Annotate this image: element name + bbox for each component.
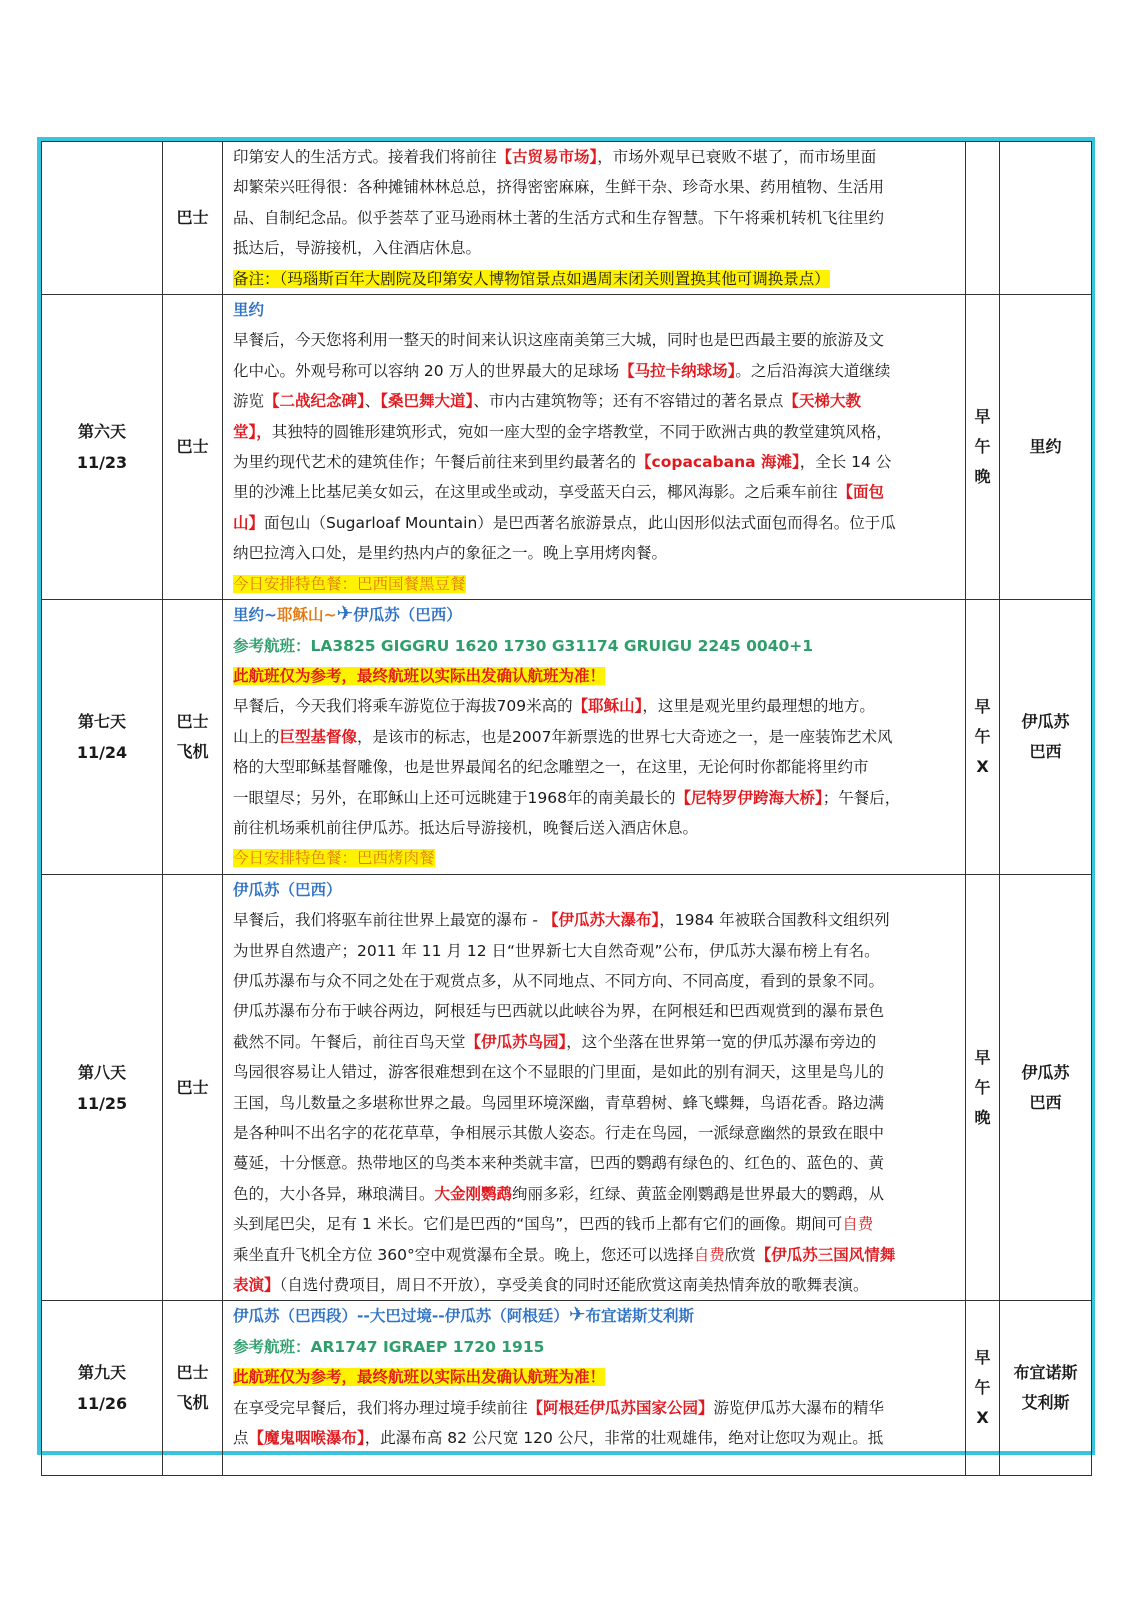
table-row bbox=[42, 142, 1092, 295]
meal-cell: 早 午 晚 bbox=[966, 295, 1000, 600]
desc-line: 为里约现代艺术的建筑佳作；午餐后前往来到里约最著名的【copacabana 海滩】，全长 14 公 bbox=[233, 453, 892, 472]
plane-icon: ✈ bbox=[336, 601, 354, 626]
desc-line: 一眼望尽；另外，在耶稣山上还可远眺建于1968年的南美最长的【尼特罗伊跨海大桥】；午餐后， bbox=[233, 788, 901, 807]
day-label: 第九天 bbox=[77, 1363, 126, 1383]
flight-info: 参考航班：AR1747 IGRAEP 1720 1915 bbox=[233, 1337, 545, 1356]
description-cell bbox=[223, 600, 966, 875]
desc-line: 截然不同。午餐后，前往百鸟天堂【伊瓜苏鸟园】，这个坐落在世界第一宽的伊瓜苏瀑布旁边的 bbox=[233, 1032, 877, 1051]
itinerary-table-frame bbox=[37, 137, 1095, 1455]
day-cell bbox=[42, 295, 163, 600]
day-cell bbox=[42, 142, 163, 295]
hotel-cell bbox=[1000, 142, 1092, 295]
desc-line: 头到尾巴尖，足有 1 米长。它们是巴西的“国鸟”，巴西的钱币上都有它们的画像。期间可自费 bbox=[233, 1215, 874, 1234]
table-row bbox=[42, 600, 1092, 875]
hotel-cell: 布宜诺斯 艾利斯 bbox=[1000, 1301, 1092, 1476]
transport-cell bbox=[163, 142, 223, 295]
desc-line: 是各种叫不出名字的花花草草，争相展示其傲人姿态。行走在鸟园，一派绿意幽然的景致在眼中 bbox=[233, 1124, 885, 1142]
desc-line: 伊瓜苏瀑布与众不同之处在于观赏点多，从不同地点、不同方向、不同高度，看到的景象不同。 bbox=[233, 971, 885, 990]
hotel-cell: 伊瓜苏 巴西 bbox=[1000, 600, 1092, 875]
itinerary-table bbox=[41, 141, 1092, 1476]
date-label: 11/24 bbox=[76, 742, 128, 762]
desc-line: 抵达后，导游接机，入住酒店休息。 bbox=[233, 239, 482, 258]
meal-cell: 早 午 X bbox=[966, 600, 1000, 875]
transport-cell: 巴士 飞机 bbox=[163, 1301, 223, 1476]
desc-line: 蔓延，十分惬意。热带地区的鸟类本来种类就丰富，巴西的鹦鹉有绿色的、红色的、蓝色的、黄 bbox=[233, 1154, 885, 1173]
day-cell bbox=[42, 600, 163, 875]
table-row bbox=[42, 874, 1092, 1301]
desc-line: 在享受完早餐后，我们将办理过境手续前往【阿根廷伊瓜苏国家公园】游览伊瓜苏大瀑布的精华 bbox=[233, 1398, 885, 1417]
remark-note: 备注：（玛瑙斯百年大剧院及印第安人博物馆景点如遇周末闭关则置换其他可调换景点） bbox=[233, 269, 830, 288]
day-label: 第八天 bbox=[77, 1062, 126, 1082]
table-row bbox=[42, 295, 1092, 600]
desc-line: 里的沙滩上比基尼美女如云，在这里或坐或动，享受蓝天白云，椰风海影。之后乘车前往【面包 bbox=[233, 483, 885, 502]
meal-cell: 早 午 晚 bbox=[966, 874, 1000, 1301]
desc-line: 山上的巨型基督像，是该市的标志，也是2007年新票选的世界七大奇迹之一，是一座装饰艺术风 bbox=[233, 727, 893, 746]
desc-line: 却繁荣兴旺得很：各种摊铺林林总总，挤得密密麻麻，生鲜干杂、珍奇水果、药用植物、生活用 bbox=[233, 178, 885, 197]
desc-line: 早餐后，今天我们将乘车游览位于海拔709米高的【耶稣山】，这里是观光里约最理想的地方。 bbox=[233, 697, 875, 716]
meal-cell bbox=[966, 142, 1000, 295]
flight-note: 此航班仅为参考，最终航班以实际出发确认航班为准！ bbox=[233, 1368, 606, 1387]
transport-cell: 巴士 bbox=[163, 874, 223, 1301]
desc-line: 品、自制纪念品。似乎荟萃了亚马逊雨林土著的生活方式和生存智慧。下午将乘机转机飞往里约 bbox=[233, 208, 885, 227]
hotel-cell: 伊瓜苏 巴西 bbox=[1000, 874, 1092, 1301]
desc-line: 山】面包山（Sugarloaf Mountain）是巴西著名旅游景点，此山因形似法式面包而得名。位于瓜 bbox=[233, 513, 896, 532]
day-cell bbox=[42, 874, 163, 1301]
transport-label: 巴士 bbox=[176, 437, 209, 457]
description-cell bbox=[223, 874, 966, 1301]
desc-line: 乘坐直升飞机全方位 360°空中观赏瀑布全景。晚上，您还可以选择自费欣赏【伊瓜苏三国风情舞 bbox=[233, 1245, 896, 1264]
transport-cell: 巴士 飞机 bbox=[163, 600, 223, 875]
day-cell bbox=[42, 1301, 163, 1476]
desc-line: 早餐后，我们将驱车前往世界上最宽的瀑布 - 【伊瓜苏大瀑布】，1984 年被联合国教科文组织列 bbox=[233, 911, 890, 930]
date-label: 11/23 bbox=[76, 453, 128, 473]
day-title: 伊瓜苏（巴西） bbox=[233, 880, 342, 899]
desc-line: 格的大型耶稣基督雕像，也是世界最闻名的纪念雕塑之一，在这里，无论何时你都能将里约市 bbox=[233, 758, 869, 777]
day-label: 第六天 bbox=[77, 422, 126, 442]
transport-label: 巴士 bbox=[176, 208, 209, 228]
plane-icon: ✈ bbox=[568, 1302, 586, 1327]
flight-note: 此航班仅为参考，最终航班以实际出发确认航班为准！ bbox=[233, 666, 606, 685]
date-label: 11/25 bbox=[76, 1093, 128, 1113]
meal-cell: 早 午 X bbox=[966, 1301, 1000, 1476]
desc-line: 王国，鸟儿数量之多堪称世界之最。鸟园里环境深幽，青草碧树、蜂飞蝶舞，鸟语花香。路边满 bbox=[233, 1093, 885, 1112]
desc-line: 印第安人的生活方式。接着我们将前往【古贸易市场】，市场外观早已衰败不堪了，而市场里面 bbox=[233, 148, 877, 166]
description-cell bbox=[223, 1301, 966, 1476]
description-cell bbox=[223, 142, 966, 295]
day-title: 伊瓜苏（巴西段）--大巴过境--伊瓜苏（阿根廷）✈布宜诺斯艾利斯 bbox=[233, 1302, 695, 1327]
desc-line: 游览【二战纪念碑】、【桑巴舞大道】、市内古建筑物等；还有不容错过的著名景点【天梯大教 bbox=[233, 392, 861, 411]
desc-line: 为世界自然遗产；2011 年 11 月 12 日“世界新七大自然奇观”公布，伊瓜苏大瀑布榜上有名。 bbox=[233, 941, 880, 960]
day-label: 第七天 bbox=[77, 711, 126, 731]
table-row bbox=[42, 1301, 1092, 1476]
transport-cell bbox=[163, 295, 223, 600]
date-label: 11/26 bbox=[76, 1394, 128, 1414]
special-meal-note: 今日安排特色餐：巴西国餐黑豆餐 bbox=[233, 574, 466, 593]
description-cell bbox=[223, 295, 966, 600]
desc-line: 伊瓜苏瀑布分布于峡谷两边，阿根廷与巴西就以此峡谷为界，在阿根廷和巴西观赏到的瀑布景色 bbox=[233, 1002, 885, 1021]
desc-line: 化中心。外观号称可以容纳 20 万人的世界最大的足球场【马拉卡纳球场】。之后沿海滨大道继续 bbox=[233, 361, 891, 380]
day-title: 里约 bbox=[233, 301, 265, 320]
desc-line: 鸟园很容易让人错过，游客很难想到在这个不显眼的门里面，是如此的别有洞天，这里是鸟儿的 bbox=[233, 1063, 885, 1082]
desc-line: 色的，大小各异，琳琅满目。大金刚鹦鹉绚丽多彩，红绿、黄蓝金刚鹦鹉是世界最大的鹦鹉，从 bbox=[233, 1184, 885, 1203]
flight-info: 参考航班：LA3825 GIGGRU 1620 1730 G31174 GRUIGU 2245 0040+1 bbox=[233, 636, 814, 655]
desc-line: 纳巴拉湾入口处，是里约热内卢的象征之一。晚上享用烤肉餐。 bbox=[233, 544, 668, 563]
desc-line: 表演】（自选付费项目，周日不开放），享受美食的同时还能欣赏这南美热情奔放的歌舞表演。 bbox=[233, 1276, 869, 1295]
desc-line: 点【魔鬼咽喉瀑布】，此瀑布高 82 公尺宽 120 公尺，非常的壮观雄伟，绝对让您叹为观止。抵 bbox=[233, 1429, 884, 1448]
day-title: 里约~耶稣山~✈伊瓜苏（巴西） bbox=[233, 601, 462, 626]
desc-line: 早餐后，今天您将利用一整天的时间来认识这座南美第三大城，同时也是巴西最主要的旅游及文 bbox=[233, 331, 885, 350]
highlight-attraction: 【古贸易市场】 bbox=[496, 148, 598, 166]
hotel-cell: 里约 bbox=[1000, 295, 1092, 600]
desc-line: 前往机场乘机前往伊瓜苏。抵达后导游接机，晚餐后送入酒店休息。 bbox=[233, 818, 699, 837]
desc-line: 堂】，其独特的圆锥形建筑形式，宛如一座大型的金字塔教堂，不同于欧洲古典的教堂建筑风格， bbox=[233, 422, 892, 441]
special-meal-note: 今日安排特色餐：巴西烤肉餐 bbox=[233, 849, 435, 868]
